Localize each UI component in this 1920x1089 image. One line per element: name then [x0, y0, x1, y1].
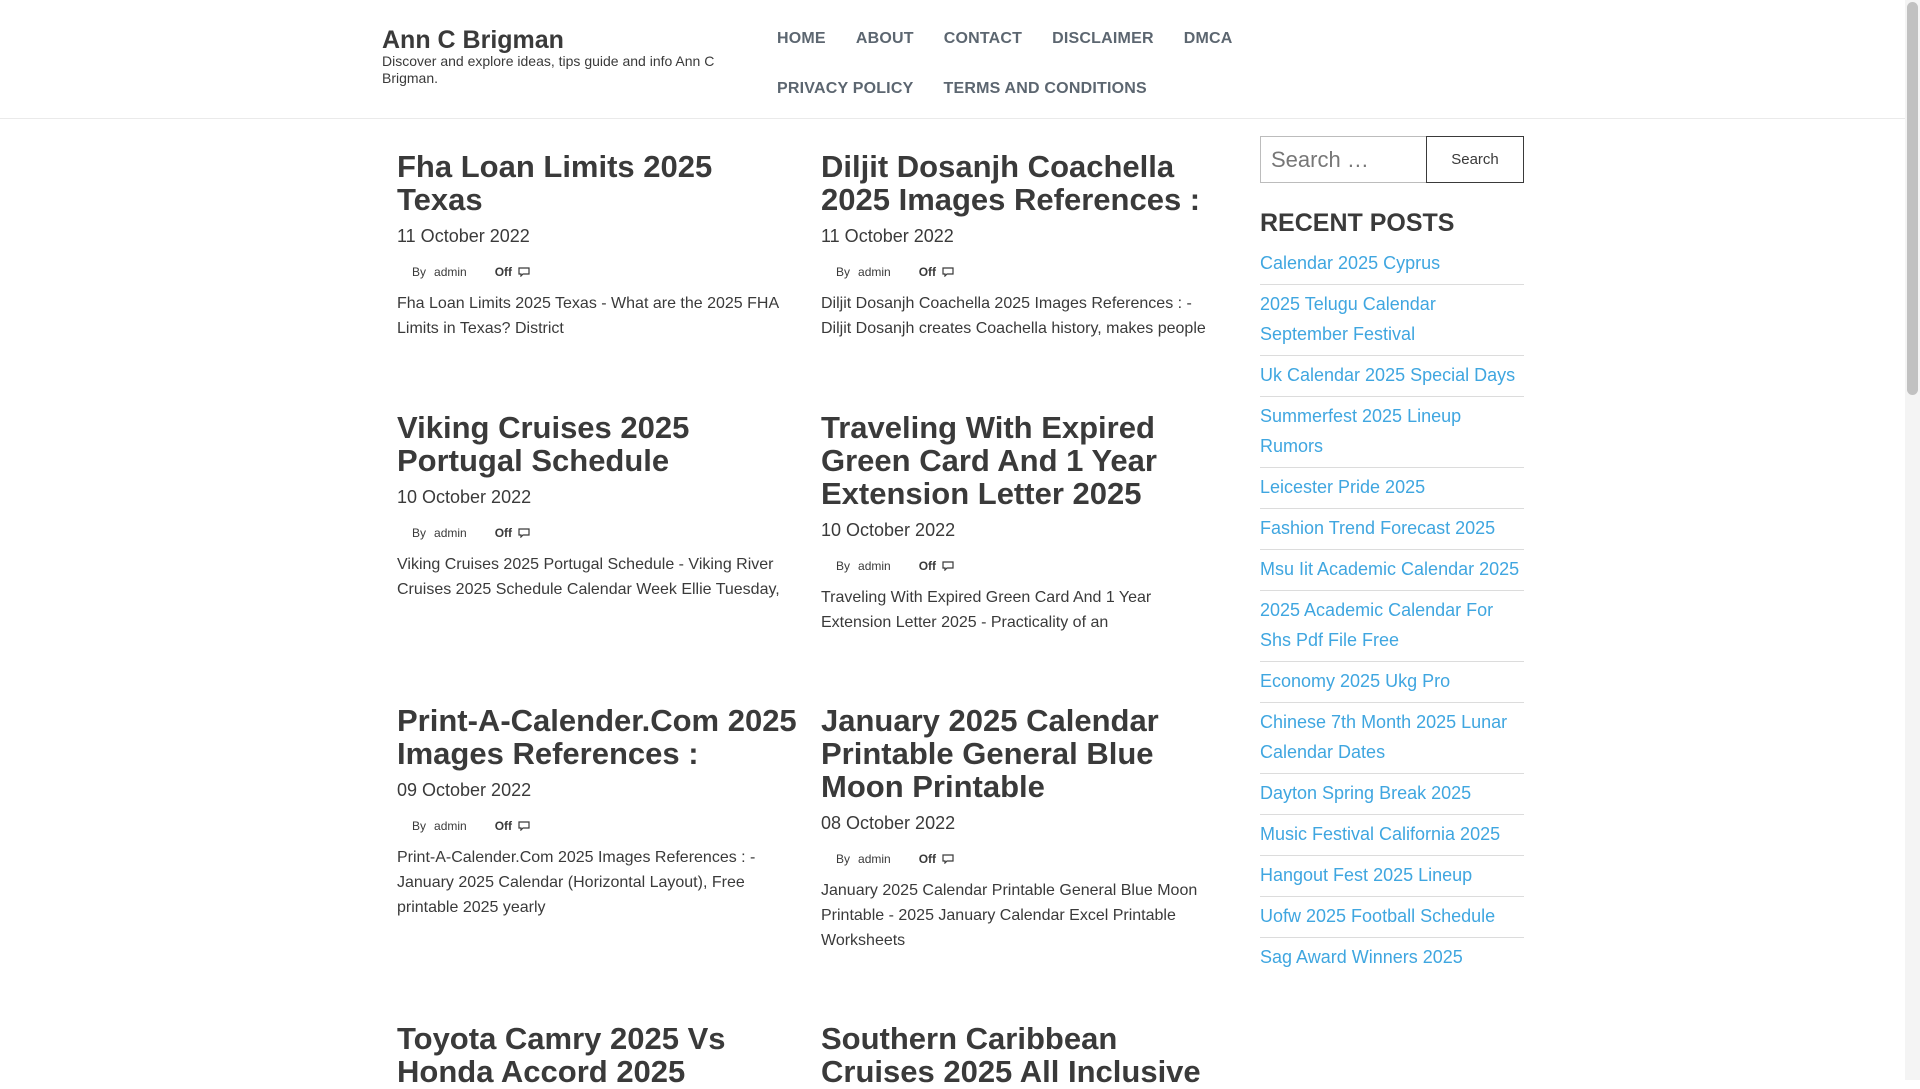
- comment-icon: [518, 528, 530, 538]
- list-item: [1260, 397, 1524, 468]
- post-meta: [412, 526, 797, 540]
- post-comments-status: Off: [494, 526, 513, 540]
- recent-posts-heading: RECENT POSTS: [1260, 209, 1455, 237]
- search-form: [1260, 136, 1524, 183]
- recent-post-link[interactable]: Hangout Fest 2025 Lineup: [1260, 865, 1473, 885]
- post-comments-status: Off: [918, 852, 937, 866]
- post-excerpt: Print-A-Calender.Com 2025 Images References : - January 2025 Calendar (Horizontal Layout), Free printable 2025 yearly: [397, 849, 756, 916]
- post-by-label: By: [836, 559, 851, 573]
- recent-post-link[interactable]: Msu Iit Academic Calendar 2025: [1260, 559, 1520, 579]
- post-author[interactable]: admin: [858, 852, 891, 866]
- post-card: [397, 411, 797, 602]
- post-card: [397, 704, 797, 920]
- recent-post-link[interactable]: Chinese 7th Month 2025 Lunar Calendar Dates: [1260, 712, 1508, 762]
- comment-icon: [942, 561, 954, 571]
- nav-contact[interactable]: CONTACT: [943, 30, 1023, 47]
- post-by-label: By: [412, 526, 427, 540]
- list-item: [1260, 591, 1524, 662]
- post-author[interactable]: admin: [434, 265, 467, 279]
- post-author[interactable]: admin: [858, 265, 891, 279]
- post-excerpt: Fha Loan Limits 2025 Texas - What are the 2025 FHA Limits in Texas? District: [397, 295, 779, 337]
- vertical-scrollbar[interactable]: [1905, 0, 1920, 1080]
- post-date: 10 October 2022: [821, 520, 956, 540]
- post-card: [821, 1022, 1221, 1088]
- post-comments-status: Off: [494, 265, 513, 279]
- list-item: [1260, 938, 1524, 978]
- list-item: [1260, 550, 1524, 591]
- post-title[interactable]: Print-A-Calender.Com 2025 Images References :: [397, 703, 797, 771]
- recent-post-link[interactable]: Economy 2025 Ukg Pro: [1260, 671, 1451, 691]
- list-item: [1260, 468, 1524, 509]
- post-date: 09 October 2022: [397, 780, 532, 800]
- recent-post-link[interactable]: Dayton Spring Break 2025: [1260, 783, 1472, 803]
- scrollbar-thumb[interactable]: [1907, 2, 1918, 395]
- post-meta: [412, 265, 797, 279]
- list-item: [1260, 815, 1524, 856]
- post-excerpt: Diljit Dosanjh Coachella 2025 Images References : - Diljit Dosanjh creates Coachella history, makes people: [821, 295, 1206, 337]
- post-date: 08 October 2022: [821, 813, 956, 833]
- post-excerpt: Viking Cruises 2025 Portugal Schedule - Viking River Cruises 2025 Schedule Calendar Week Ellie Tuesday,: [397, 556, 780, 598]
- post-excerpt: January 2025 Calendar Printable General Blue Moon Printable - 2025 January Calendar Excel Printable Worksheets: [821, 882, 1198, 949]
- nav-home[interactable]: HOME: [777, 30, 826, 47]
- post-meta: [412, 819, 797, 833]
- list-item: [1260, 897, 1524, 938]
- post-by-label: By: [836, 265, 851, 279]
- post-title[interactable]: Viking Cruises 2025 Portugal Schedule: [397, 410, 690, 478]
- main-nav: [762, 14, 1402, 114]
- post-by-label: By: [836, 852, 851, 866]
- recent-post-link[interactable]: Music Festival California 2025: [1260, 824, 1501, 844]
- nav-privacy-policy[interactable]: PRIVACY POLICY: [777, 80, 914, 97]
- list-item: [1260, 244, 1524, 285]
- post-card: [821, 411, 1221, 635]
- recent-post-link[interactable]: 2025 Academic Calendar For Shs Pdf File Free: [1260, 600, 1494, 650]
- post-card: [821, 704, 1221, 953]
- post-comments-status: Off: [918, 265, 937, 279]
- post-meta: [836, 852, 1221, 866]
- recent-posts-list: [1260, 244, 1524, 978]
- list-item: [1260, 356, 1524, 397]
- recent-post-link[interactable]: Summerfest 2025 Lineup Rumors: [1260, 406, 1462, 456]
- recent-post-link[interactable]: Sag Award Winners 2025: [1260, 947, 1463, 967]
- post-title[interactable]: Fha Loan Limits 2025 Texas: [397, 149, 713, 217]
- post-by-label: By: [412, 819, 427, 833]
- nav-terms-and-conditions[interactable]: TERMS AND CONDITIONS: [943, 80, 1147, 97]
- recent-post-link[interactable]: Calendar 2025 Cyprus: [1260, 253, 1441, 273]
- nav-disclaimer[interactable]: DISCLAIMER: [1052, 30, 1154, 47]
- post-date: 11 October 2022: [821, 226, 954, 246]
- post-title[interactable]: January 2025 Calendar Printable General Blue Moon Printable: [821, 703, 1159, 804]
- site-header: [0, 0, 1905, 119]
- list-item: [1260, 509, 1524, 550]
- comment-icon: [518, 267, 530, 277]
- list-item: [1260, 774, 1524, 815]
- recent-post-link[interactable]: 2025 Telugu Calendar September Festival: [1260, 294, 1436, 344]
- nav-dmca[interactable]: DMCA: [1183, 30, 1233, 47]
- post-meta: [836, 265, 1221, 279]
- post-author[interactable]: admin: [434, 526, 467, 540]
- post-card: [821, 150, 1221, 341]
- post-title[interactable]: Diljit Dosanjh Coachella 2025 Images References :: [821, 149, 1201, 217]
- post-title[interactable]: Southern Caribbean Cruises 2025 All Inclusive: [821, 1021, 1201, 1089]
- recent-post-link[interactable]: Fashion Trend Forecast 2025: [1260, 518, 1496, 538]
- site-title[interactable]: Ann C Brigman: [382, 26, 564, 54]
- recent-post-link[interactable]: Uofw 2025 Football Schedule: [1260, 906, 1496, 926]
- comment-icon: [942, 854, 954, 864]
- post-title[interactable]: Traveling With Expired Green Card And 1 Year Extension Letter 2025: [821, 410, 1157, 511]
- list-item: [1260, 285, 1524, 356]
- comment-icon: [518, 821, 530, 831]
- post-comments-status: Off: [494, 819, 513, 833]
- comment-icon: [942, 267, 954, 277]
- post-card: [397, 150, 797, 341]
- list-item: [1260, 856, 1524, 897]
- search-input[interactable]: [1260, 136, 1426, 183]
- site-description: Discover and explore ideas, tips guide and info Ann C Brigman.: [382, 53, 715, 86]
- post-author[interactable]: admin: [858, 559, 891, 573]
- nav-about[interactable]: ABOUT: [855, 30, 914, 47]
- post-excerpt: Traveling With Expired Green Card And 1 Year Extension Letter 2025 - Practicality of an: [821, 589, 1152, 631]
- search-button[interactable]: Search: [1426, 136, 1524, 183]
- sidebar: [1260, 136, 1524, 978]
- post-by-label: By: [412, 265, 427, 279]
- recent-post-link[interactable]: Leicester Pride 2025: [1260, 477, 1426, 497]
- post-author[interactable]: admin: [434, 819, 467, 833]
- list-item: [1260, 662, 1524, 703]
- post-card: [397, 1022, 797, 1088]
- recent-post-link[interactable]: Uk Calendar 2025 Special Days: [1260, 365, 1516, 385]
- post-comments-status: Off: [918, 559, 937, 573]
- post-title[interactable]: Toyota Camry 2025 Vs Honda Accord 2025: [397, 1021, 726, 1089]
- post-meta: [836, 559, 1221, 573]
- list-item: [1260, 703, 1524, 774]
- post-date: 10 October 2022: [397, 487, 532, 507]
- post-date: 11 October 2022: [397, 226, 530, 246]
